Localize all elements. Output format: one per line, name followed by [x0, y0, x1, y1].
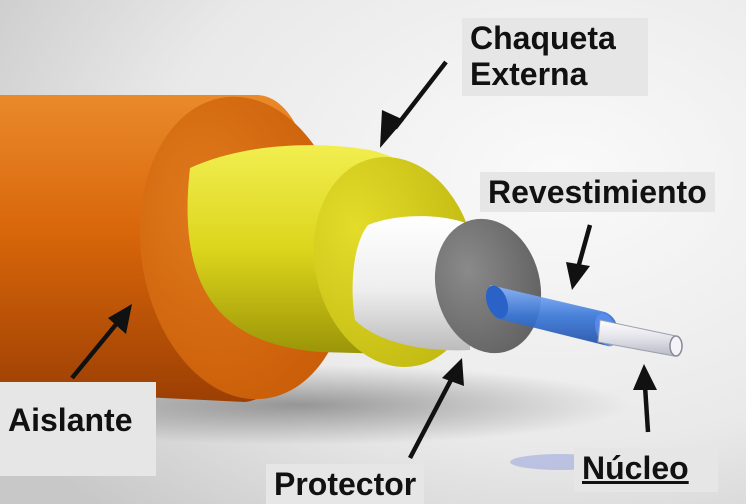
label-outer-jacket-line1: Chaqueta — [470, 20, 616, 56]
label-protector — [266, 464, 424, 504]
label-insulator-text: Aislante — [8, 402, 133, 438]
label-cladding-text: Revestimiento — [488, 174, 707, 210]
label-protector-text: Protector — [274, 466, 417, 502]
label-outer-jacket-line2: Externa — [470, 56, 588, 92]
label-core-text: Núcleo — [582, 450, 689, 486]
label-cladding — [480, 172, 715, 212]
label-insulator — [0, 382, 156, 476]
label-core — [574, 448, 718, 492]
label-outer-jacket — [462, 18, 648, 96]
